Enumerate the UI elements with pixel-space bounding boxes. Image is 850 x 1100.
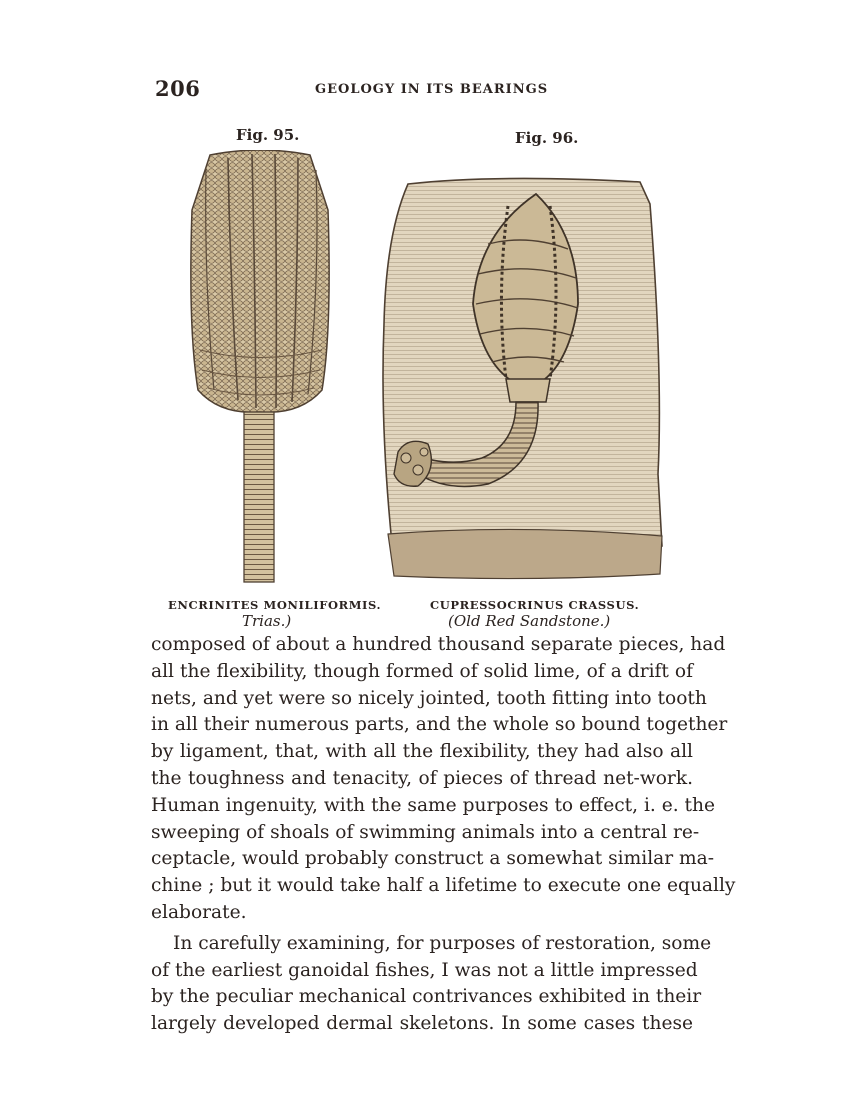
text-line: nets, and yet were so nicely jointed, tooth fitting into tooth xyxy=(151,687,707,709)
text-line: the toughness and tenacity, of pieces of thread net-work. xyxy=(151,767,693,789)
text-line: by the peculiar mechanical contrivances exhibited in their xyxy=(151,986,702,1008)
text-line: Human ingenuity, with the same purposes to effect, i. e. the xyxy=(151,794,716,816)
text-line: all the flexibility, though formed of solid lime, of a drift of xyxy=(151,660,693,682)
text-line: composed of about a hundred thousand separate pieces, had xyxy=(151,634,726,655)
paragraph-1 xyxy=(151,632,736,927)
text-line: of the earliest ganoidal fishes, I was not a little impressed xyxy=(151,959,698,981)
running-head: GEOLOGY IN ITS BEARINGS xyxy=(315,82,549,97)
text-line: sweeping of shoals of swimming animals into a central re- xyxy=(151,821,700,843)
figure-95-label: Fig. 95. xyxy=(236,126,300,144)
text-line: ceptacle, would probably construct a somewhat similar ma- xyxy=(151,848,715,870)
page-number: 206 xyxy=(155,76,201,101)
figure-96-label: Fig. 96. xyxy=(515,129,579,147)
text-line: chine ; but it would take half a lifetime to execute one equally xyxy=(151,875,736,897)
body-text xyxy=(151,632,736,1038)
figure-95-caption-sub: Trias.) xyxy=(242,612,292,630)
cupressocrinus-illustration xyxy=(378,174,668,582)
figure-96-caption-sub: (Old Red Sandstone.) xyxy=(448,612,611,630)
text-line: In carefully examining, for purposes of restoration, some xyxy=(173,932,712,954)
text-line: by ligament, that, with all the flexibility, they had also all xyxy=(151,741,693,763)
text-line: largely developed dermal skeletons. In some cases these xyxy=(151,1013,693,1035)
figure-95-caption-name: ENCRINITES MONILIFORMIS. xyxy=(168,598,382,612)
paragraph-2 xyxy=(151,931,712,1038)
text-line: in all their numerous parts, and the whole so bound together xyxy=(151,714,728,736)
text-line: elaborate. xyxy=(151,901,247,923)
figure-96-caption-name: CUPRESSOCRINUS CRASSUS. xyxy=(430,598,640,612)
encrinite-illustration xyxy=(180,150,340,585)
